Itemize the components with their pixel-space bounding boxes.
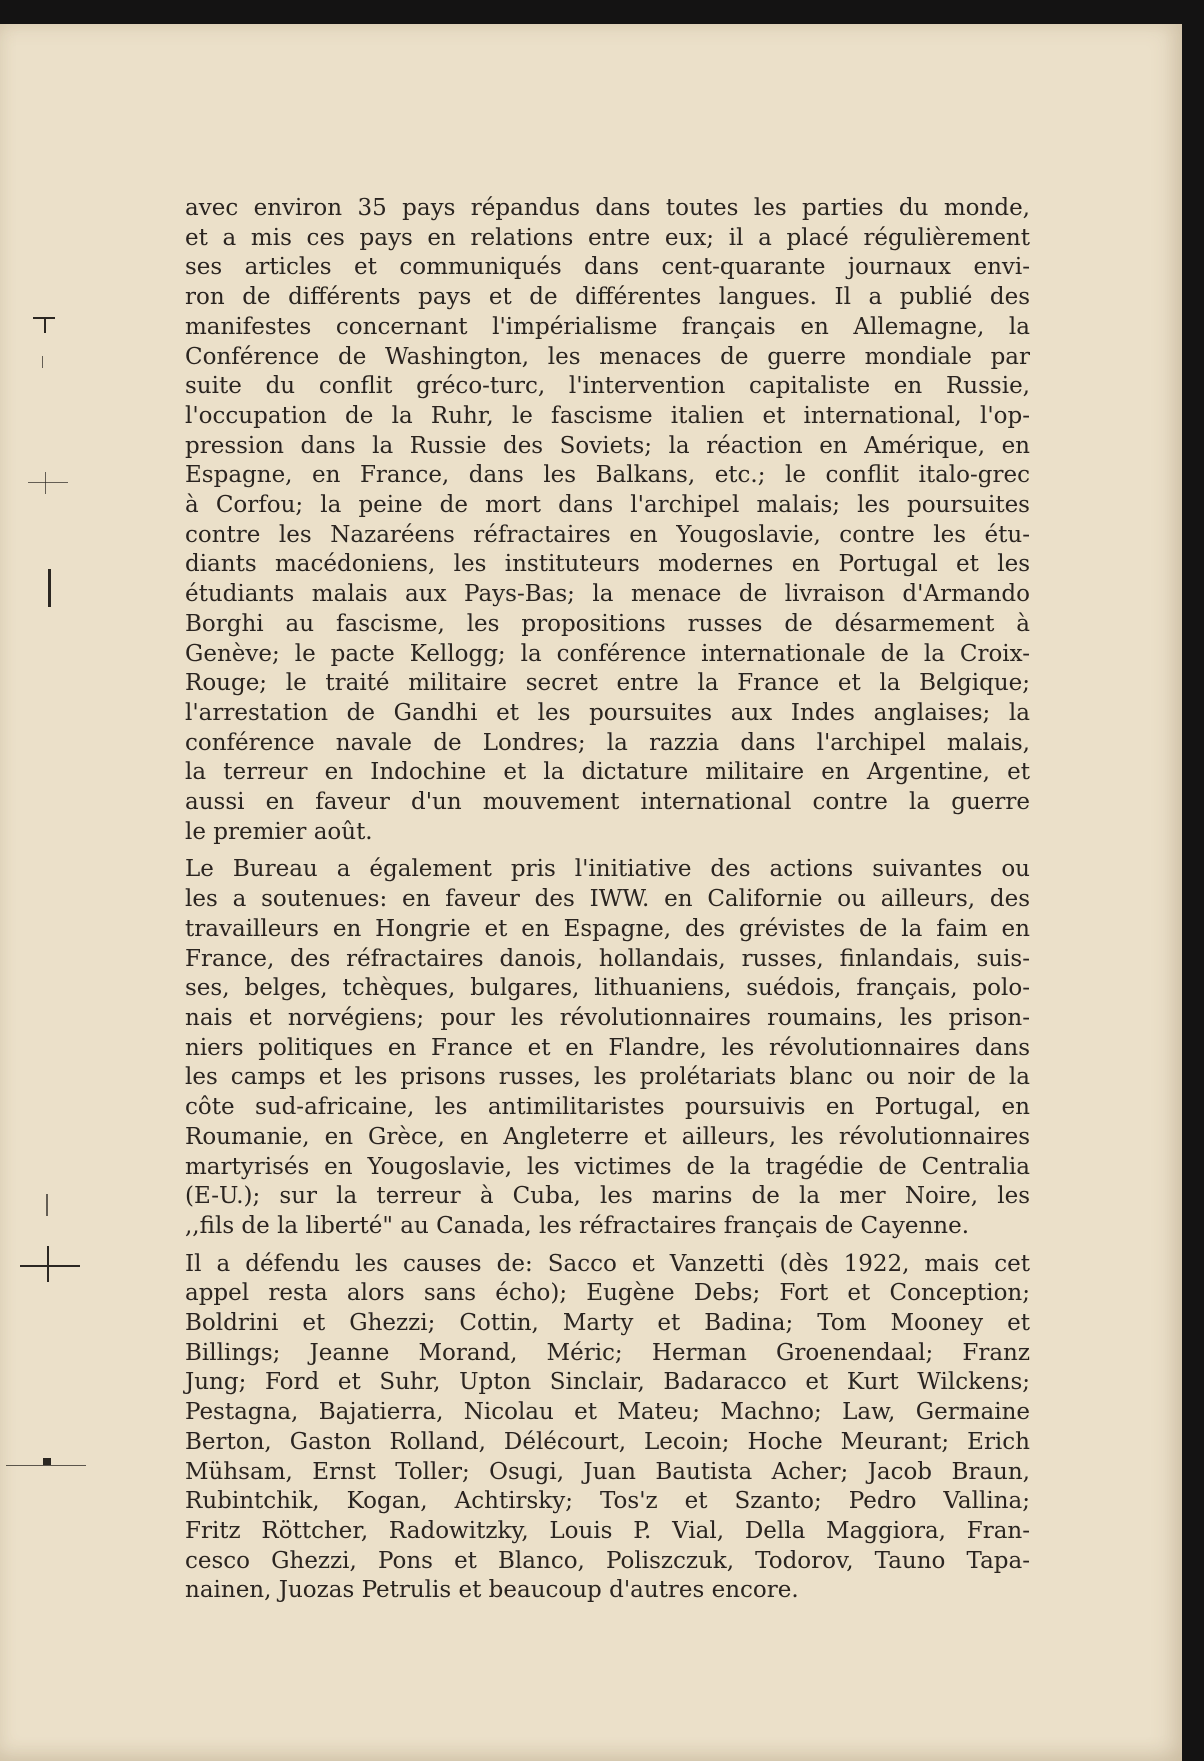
margin-mark [43,1458,51,1465]
document-page [0,24,1182,1761]
text-line: Fritz Röttcher, Radowitzky, Louis P. Vial, Della Maggiora, Fran- [185,1517,1030,1544]
text-line: ses, belges, tchèques, bulgares, lithuaniens, suédois, français, polo- [185,975,1030,1002]
text-line: appel resta alors sans écho); Eugène Debs; Fort et Conception; [185,1280,1030,1307]
text-line: Pestagna, Bajatierra, Nicolau et Mateu; Machno; Law, Germaine [185,1399,1030,1426]
margin-mark [42,356,43,368]
text-line: Rubintchik, Kogan, Achtirsky; Tos'z et Szanto; Pedro Vallina; [185,1488,1030,1515]
text-line: martyrisés en Yougoslavie, les victimes de la tragédie de Centralia [185,1153,1030,1180]
paragraph [185,194,1030,847]
text-line: ,,fils de la liberté" au Canada, les réfractaires français de Cayenne. [185,1212,969,1239]
text-line: conférence navale de Londres; la razzia dans l'archipel malais, [185,729,1030,756]
text-line: ron de différents pays et de différentes langues. Il a publié des [185,284,1030,311]
text-line: niers politiques en France et en Flandre, les révolutionnaires dans [185,1034,1030,1061]
text-line: les camps et les prisons russes, les prolétariats blanc ou noir de la [185,1064,1030,1091]
text-line: cesco Ghezzi, Pons et Blanco, Poliszczuk, Todorov, Tauno Tapa- [185,1547,1030,1574]
text-line: travailleurs en Hongrie et en Espagne, des grévistes de la faim en [185,915,1030,942]
text-line: manifestes concernant l'impérialisme français en Allemagne, la [185,313,1030,340]
text-line: le premier août. [185,818,373,845]
text-line: Espagne, en France, dans les Balkans, etc.; le conflit italo-grec [185,462,1030,489]
text-line: Le Bureau a également pris l'initiative des actions suivantes ou [185,856,1030,883]
text-line: côte sud-africaine, les antimilitaristes poursuivis en Portugal, en [185,1094,1030,1121]
text-line: Berton, Gaston Rolland, Délécourt, Lecoin; Hoche Meurant; Erich [185,1428,1030,1455]
text-line: nais et norvégiens; pour les révolutionnaires roumains, les prison- [185,1004,1030,1031]
text-line: l'occupation de la Ruhr, le fascisme italien et international, l'op- [185,402,1030,429]
text-line: à Corfou; la peine de mort dans l'archipel malais; les poursuites [185,492,1030,519]
text-line: la terreur en Indochine et la dictature militaire en Argentine, et [185,759,1030,786]
text-line: nainen, Juozas Petrulis et beaucoup d'autres encore. [185,1577,799,1604]
text-line: Borghi au fascisme, les propositions russes de désarmement à [185,610,1030,637]
margin-mark [6,1465,86,1466]
body-text [185,194,1030,1614]
paragraph [185,855,1030,1241]
text-line: Roumanie, en Grèce, en Angleterre et ailleurs, les révolutionnaires [185,1123,1030,1150]
text-line: contre les Nazaréens réfractaires en Yougoslavie, contre les étu- [185,521,1030,548]
margin-mark [45,472,46,494]
margin-mark [48,569,51,607]
text-line: Jung; Ford et Suhr, Upton Sinclair, Badaracco et Kurt Wilckens; [185,1369,1030,1396]
text-line: suite du conflit gréco-turc, l'intervention capitaliste en Russie, [185,373,1030,400]
text-line: Rouge; le traité militaire secret entre la France et la Belgique; [185,670,1030,697]
text-line: l'arrestation de Gandhi et les poursuites aux Indes anglaises; la [185,699,1030,726]
text-line: Mühsam, Ernst Toller; Osugi, Juan Bautista Acher; Jacob Braun, [185,1458,1030,1485]
text-line: pression dans la Russie des Soviets; la réaction en Amérique, en [185,432,1030,459]
text-line: ses articles et communiqués dans cent-quarante journaux envi- [185,254,1030,281]
text-line: aussi en faveur d'un mouvement international contre la guerre [185,789,1030,816]
text-line: (E-U.); sur la terreur à Cuba, les marins de la mer Noire, les [185,1183,1030,1210]
text-line: étudiants malais aux Pays-Bas; la menace de livraison d'Armando [185,581,1030,608]
margin-mark [47,1246,49,1282]
paragraph [185,1250,1030,1606]
text-line: Billings; Jeanne Morand, Méric; Herman Groenendaal; Franz [185,1339,1030,1366]
text-line: diants macédoniens, les instituteurs modernes en Portugal et les [185,551,1030,578]
text-line: avec environ 35 pays répandus dans toutes les parties du monde, [185,195,1030,221]
margin-mark [44,317,46,333]
margin-mark [28,482,68,483]
text-line: Boldrini et Ghezzi; Cottin, Marty et Badina; Tom Mooney et [185,1310,1030,1337]
text-line: les a soutenues: en faveur des IWW. en Californie ou ailleurs, des [185,886,1030,913]
margin-mark [46,1194,48,1216]
text-line: Genève; le pacte Kellogg; la conférence internationale de la Croix- [185,640,1030,667]
text-line: et a mis ces pays en relations entre eux; il a placé régulièrement [185,224,1030,251]
margin-mark [20,1265,80,1267]
text-line: Il a défendu les causes de: Sacco et Vanzetti (dès 1922, mais cet [185,1250,1030,1277]
text-line: France, des réfractaires danois, hollandais, russes, finlandais, suis- [185,945,1030,972]
text-line: Conférence de Washington, les menaces de guerre mondiale par [185,343,1030,370]
